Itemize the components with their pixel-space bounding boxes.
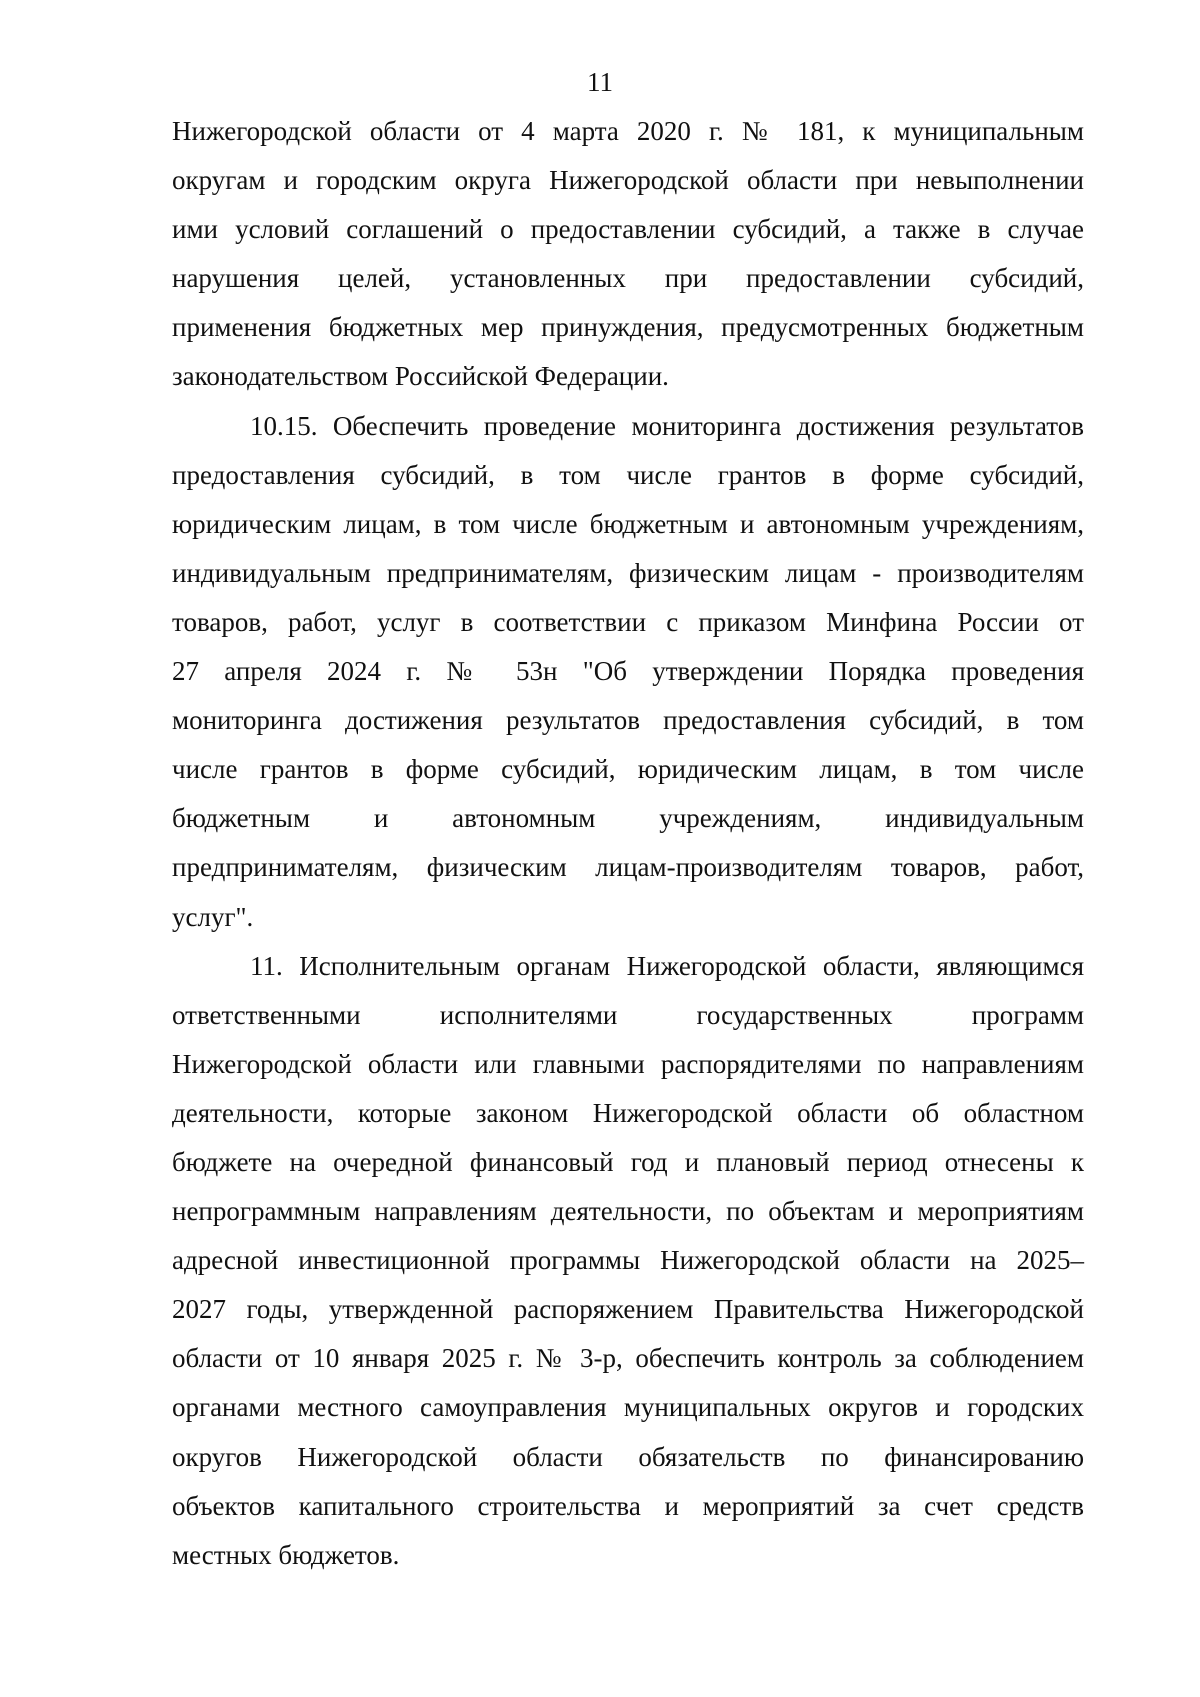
paragraph-10-15 xyxy=(172,402,1084,942)
text-line: непрограммным направлениям деятельности, по объектам и мероприятиям xyxy=(172,1196,1084,1227)
text-line: бюджетным и автономным учреждениям, индивидуальным xyxy=(172,803,1084,834)
text-line: адресной инвестиционной программы Нижегородской области на 2025– xyxy=(172,1245,1084,1276)
text-line: местных бюджетов. xyxy=(172,1539,400,1570)
paragraph-1 xyxy=(172,107,1084,402)
text-line: округов Нижегородской области обязательств по финансированию xyxy=(172,1441,1084,1472)
text-line: законодательством Российской Федерации. xyxy=(172,361,669,392)
text-line: применения бюджетных мер принуждения, предусмотренных бюджетным xyxy=(172,312,1084,343)
text-line: мониторинга достижения результатов предоставления субсидий, в том xyxy=(172,705,1084,736)
text-line: нарушения целей, установленных при предоставлении субсидий, xyxy=(172,263,1084,294)
text-line: 10.15. Обеспечить проведение мониторинга достижения результатов xyxy=(250,410,1084,441)
text-line: бюджете на очередной финансовый год и плановый период отнесены к xyxy=(172,1146,1084,1177)
text-line: объектов капитального строительства и мероприятий за счет средств xyxy=(172,1490,1084,1521)
text-line: товаров, работ, услуг в соответствии с приказом Минфина России от xyxy=(172,606,1084,637)
text-line: 2027 годы, утвержденной распоряжением Правительства Нижегородской xyxy=(172,1294,1084,1325)
paragraph-11 xyxy=(172,942,1084,1580)
text-line: органами местного самоуправления муниципальных округов и городских xyxy=(172,1392,1084,1423)
text-line: юридическим лицам, в том числе бюджетным и автономным учреждениям, xyxy=(172,508,1084,539)
document-body xyxy=(172,107,1084,1580)
page-number: 11 xyxy=(587,67,613,97)
text-line: деятельности, которые законом Нижегородской области об областном xyxy=(172,1097,1084,1128)
text-line: ими условий соглашений о предоставлении субсидий, а также в случае xyxy=(172,214,1084,245)
text-line: 27 апреля 2024 г. № 53н "Об утверждении Порядка проведения xyxy=(172,656,1084,687)
text-line: области от 10 января 2025 г. № 3-р, обеспечить контроль за соблюдением xyxy=(172,1343,1084,1374)
text-line: услуг". xyxy=(172,901,254,932)
text-line: предоставления субсидий, в том числе грантов в форме субсидий, xyxy=(172,459,1084,490)
text-line: Нижегородской области или главными распорядителями по направлениям xyxy=(172,1048,1084,1079)
text-line: числе грантов в форме субсидий, юридическим лицам, в том числе xyxy=(172,754,1084,785)
text-line: ответственными исполнителями государственных программ xyxy=(172,999,1084,1030)
text-line: округам и городским округа Нижегородской области при невыполнении xyxy=(172,165,1084,196)
text-line: индивидуальным предпринимателям, физическим лицам - производителям xyxy=(172,557,1084,588)
text-line: 11. Исполнительным органам Нижегородской области, являющимся xyxy=(250,950,1084,981)
text-line: предпринимателям, физическим лицам-производителям товаров, работ, xyxy=(172,852,1084,883)
text-line: Нижегородской области от 4 марта 2020 г. № 181, к муниципальным xyxy=(172,116,1084,146)
